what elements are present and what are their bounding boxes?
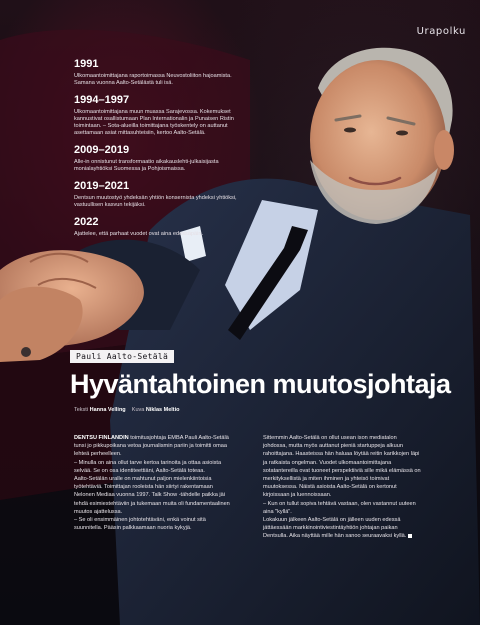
article-column-left <box>74 434 232 532</box>
timeline-text: Alle-in onnistunut transformaatio aikakauslehti-julkaisijasta monialayhtiöksi Suomessa ja Pohjoismaissa. <box>74 159 219 172</box>
timeline-item <box>74 94 244 137</box>
body-paragraph <box>263 516 421 541</box>
body-paragraph: – Se oli ensimmäinen johtotehtäväni, enkä voinut sitä suunnitella. Pääsin palkkaamaan nuoria kykyjä. <box>74 517 206 532</box>
timeline-item <box>74 216 244 238</box>
body-paragraph: – Kun on tullut sopiva tehtävä vastaan, olen vastannut uuteen aina "kyllä". <box>263 500 416 515</box>
section-label: Urapolku <box>416 26 466 37</box>
timeline-item <box>74 144 244 173</box>
article-headline: Hyväntahtoinen muutosjohtaja <box>70 369 451 399</box>
timeline-item <box>74 180 244 209</box>
body-paragraph <box>74 434 232 459</box>
body-paragraph: Sittemmin Aalto-Setälä on ollut usean ison mediatalon johdossa, mutta myös auttanut pieniä startuppeja alkuun rahoittajana. Haasteissa hän haluaa löytää reitin karikkojen läpi ja ratkaista ongelman. Vuodet ulkomaantoimittajana sotatantereilla ovat tuoneet perspektiiviä sille mikä elämässä on merkityksellistä ja miten ihminen ja yhteisö toimivat muutoksessa. Näistä asioista Aalto-Setälä on kertonut kirjoissaan ja luennoissaan. <box>263 435 421 499</box>
body-text: toimitusjohtaja EMBA Pauli Aalto-Setälä tunsi jo pikkupoikana vetoa journalismin pariin ja toimitti omaa lehteä perheelleen. <box>74 435 229 458</box>
timeline-year: 1994–1997 <box>74 94 130 106</box>
body-paragraph: Aalto-Setälän uralle on mahtunut paljon mielenkiintoisia työtehtäviä. Toimittajan rooleista hän siirtyi rakentamaan Nelonen Mediaa vuonna 1997. Talk Show -tähdelle paikka jäi tehdä esimiestehtäviin ja tukemaan muita oli fundamentaalinen muutos ajattelussa. <box>74 476 230 515</box>
body-text: Lokakuun jälkeen Aalto-Setälä on jälleen uuden edessä jättäessään markkinointiviestintäyhtiön johtajan paikan Dentsulla. Aika näyttää mille hän sanoo seuraavaksi kyllä. <box>263 517 407 540</box>
career-timeline <box>74 58 244 245</box>
end-mark-icon <box>408 534 412 538</box>
photo-credit-label: Kuva <box>131 407 145 413</box>
timeline-text: Ulkomaantoimittajana muun muassa Sarajevossa. Kokemukset kannustivat osallistumaan Plan Internationalin ja Punaisen Ristin toimintaan. – Sota-alueilla toimittajana työskentely on auttanut asettamaan asiat mittasuhteisiin, kertoo Aalto-Setälä. <box>74 109 234 136</box>
timeline-year: 2009–2019 <box>74 144 130 156</box>
timeline-text: Dentsun muutostyö yhdeksän yhtiön konsernista yhdeksi yhtiöksi, vastuullisen kasvun tekijäksi. <box>74 195 237 208</box>
text-credit-label: Teksti <box>74 407 89 413</box>
lead-in: DENTSU FINLANDIN <box>74 435 129 441</box>
photo-credit-author: Niklas Meltio <box>145 407 180 413</box>
timeline-text: Ulkomaantoimittajana raportoimassa Neuvostoliiton hajoamista. Samana vuonna Aalto-Setälästä tuli isä. <box>74 73 232 86</box>
body-paragraph: – Minulla on aina ollut tarve kertoa tarinoita ja ottaa asioista selvää. Se on osa identiteettiäni, Aalto-Setälä toteaa. <box>74 459 222 474</box>
person-name-tag: Pauli Aalto-Setälä <box>70 350 174 363</box>
timeline-text: Ajattelee, että parhaat vuodet ovat aina edessäpäin. <box>74 231 204 237</box>
text-credit-author: Hanna Velling <box>89 407 126 413</box>
timeline-year: 2022 <box>74 216 99 228</box>
timeline-year: 1991 <box>74 58 99 70</box>
timeline-year: 2019–2021 <box>74 180 130 192</box>
article-credits <box>74 407 180 413</box>
timeline-item <box>74 58 244 87</box>
article-column-right <box>263 434 421 541</box>
